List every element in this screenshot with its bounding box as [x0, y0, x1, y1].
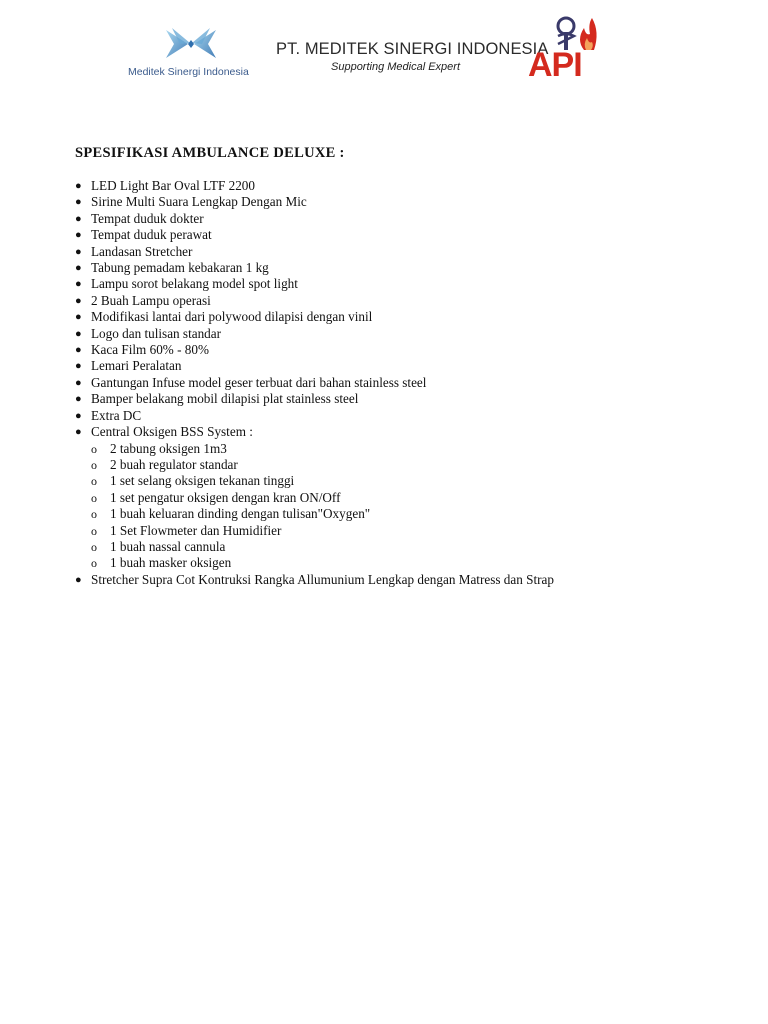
api-logo — [528, 14, 600, 84]
bullet-icon: ● — [75, 245, 82, 258]
list-item — [75, 408, 554, 424]
bullet-icon: ● — [75, 311, 82, 324]
list-item — [75, 424, 554, 572]
bullet-icon: ● — [75, 262, 82, 275]
list-item — [75, 391, 554, 407]
list-item — [75, 326, 554, 342]
sub-list-item-text: 2 tabung oksigen 1m3 — [110, 440, 227, 456]
hollow-bullet-icon: o — [91, 556, 97, 571]
list-item-text: LED Light Bar Oval LTF 2200 — [91, 178, 255, 193]
list-item-text: Logo dan tulisan standar — [91, 325, 222, 341]
bullet-icon: ● — [75, 229, 82, 242]
list-item — [75, 293, 554, 309]
list-item-text: Landasan Stretcher — [91, 243, 193, 259]
company-tagline: Supporting Medical Expert — [331, 61, 461, 73]
sub-list-item-text: 1 set selang oksigen tekanan tinggi — [110, 473, 295, 489]
list-item-text: Sirine Multi Suara Lengkap Dengan Mic — [91, 194, 307, 210]
list-item — [75, 276, 554, 292]
bullet-icon: ● — [75, 294, 82, 307]
sub-list-item — [91, 506, 554, 522]
hollow-bullet-icon: o — [91, 539, 97, 554]
list-item-text: Modifikasi lantai dari polywood dilapisi dengan vinil — [91, 309, 373, 325]
list-item-text: Kaca Film 60% - 80% — [91, 342, 209, 358]
list-item-text: Gantungan Infuse model geser terbuat dari bahan stainless steel — [91, 374, 427, 390]
bullet-icon: ● — [75, 327, 82, 340]
bullet-icon: ● — [75, 196, 82, 209]
meditek-emblem-icon — [162, 26, 220, 62]
sub-list-item — [91, 490, 554, 506]
hollow-bullet-icon: o — [91, 441, 97, 456]
list-item-text: 2 Buah Lampu operasi — [91, 292, 211, 308]
list-item-text: Lampu sorot belakang model spot light — [91, 276, 298, 292]
company-name: PT. MEDITEK SINERGI INDONESIA — [276, 40, 549, 58]
bullet-icon: ● — [75, 573, 82, 586]
document-title: SPESIFIKASI AMBULANCE DELUXE : — [75, 145, 345, 161]
company-heading — [276, 40, 549, 73]
meditek-logo — [128, 26, 262, 82]
sub-list-item-text: 1 buah masker oksigen — [110, 555, 232, 571]
list-item-text: Bamper belakang mobil dilapisi plat stainless steel — [91, 391, 359, 407]
sub-list-item-text: 1 buah keluaran dinding dengan tulisan"Oxygen" — [110, 506, 371, 522]
list-item — [75, 358, 554, 374]
list-item — [75, 227, 554, 243]
bullet-icon: ● — [75, 409, 82, 422]
bullet-icon: ● — [75, 376, 82, 389]
hollow-bullet-icon: o — [91, 474, 97, 489]
sub-list-item — [91, 523, 554, 539]
list-item-text: Stretcher Supra Cot Kontruksi Rangka Allumunium Lengkap dengan Matress dan Strap — [91, 571, 554, 587]
bullet-icon: ● — [75, 212, 82, 225]
hollow-bullet-icon: o — [91, 490, 97, 505]
bullet-icon: ● — [75, 344, 82, 357]
list-item — [75, 178, 554, 194]
list-item — [75, 244, 554, 260]
specification-list — [75, 178, 554, 588]
bullet-icon: ● — [75, 278, 82, 291]
list-item-text: Central Oksigen BSS System : — [91, 424, 253, 440]
list-item — [75, 194, 554, 210]
sub-list — [91, 441, 554, 572]
sub-list-item — [91, 457, 554, 473]
sub-list-item-text: 1 buah nassal cannula — [110, 538, 226, 554]
list-item — [75, 572, 554, 588]
bullet-icon: ● — [75, 180, 82, 192]
sub-list-item — [91, 441, 554, 457]
hollow-bullet-icon: o — [91, 507, 97, 522]
sub-list-item-text: 1 set pengatur oksigen dengan kran ON/Off — [110, 489, 341, 505]
list-item — [75, 211, 554, 227]
sub-list-item-text: 1 Set Flowmeter dan Humidifier — [110, 522, 282, 538]
list-item-text: Tempat duduk dokter — [91, 210, 204, 226]
list-item — [75, 260, 554, 276]
list-item-text: Tempat duduk perawat — [91, 227, 212, 243]
bullet-icon: ● — [75, 426, 82, 439]
list-item — [75, 342, 554, 358]
list-item — [75, 375, 554, 391]
list-item-text: Tabung pemadam kebakaran 1 kg — [91, 260, 269, 276]
list-item — [75, 309, 554, 325]
list-item-text: Lemari Peralatan — [91, 358, 182, 374]
api-logo-text: API — [528, 46, 582, 84]
sub-list-item — [91, 555, 554, 571]
meditek-logo-text: Meditek Sinergi Indonesia — [128, 66, 249, 78]
sub-list-item-text: 2 buah regulator standar — [110, 456, 238, 472]
bullet-icon: ● — [75, 360, 82, 373]
hollow-bullet-icon: o — [91, 523, 97, 538]
list-item-text: Extra DC — [91, 407, 142, 423]
bullet-icon: ● — [75, 393, 82, 406]
sub-list-item — [91, 473, 554, 489]
sub-list-item — [91, 539, 554, 555]
hollow-bullet-icon: o — [91, 457, 97, 472]
